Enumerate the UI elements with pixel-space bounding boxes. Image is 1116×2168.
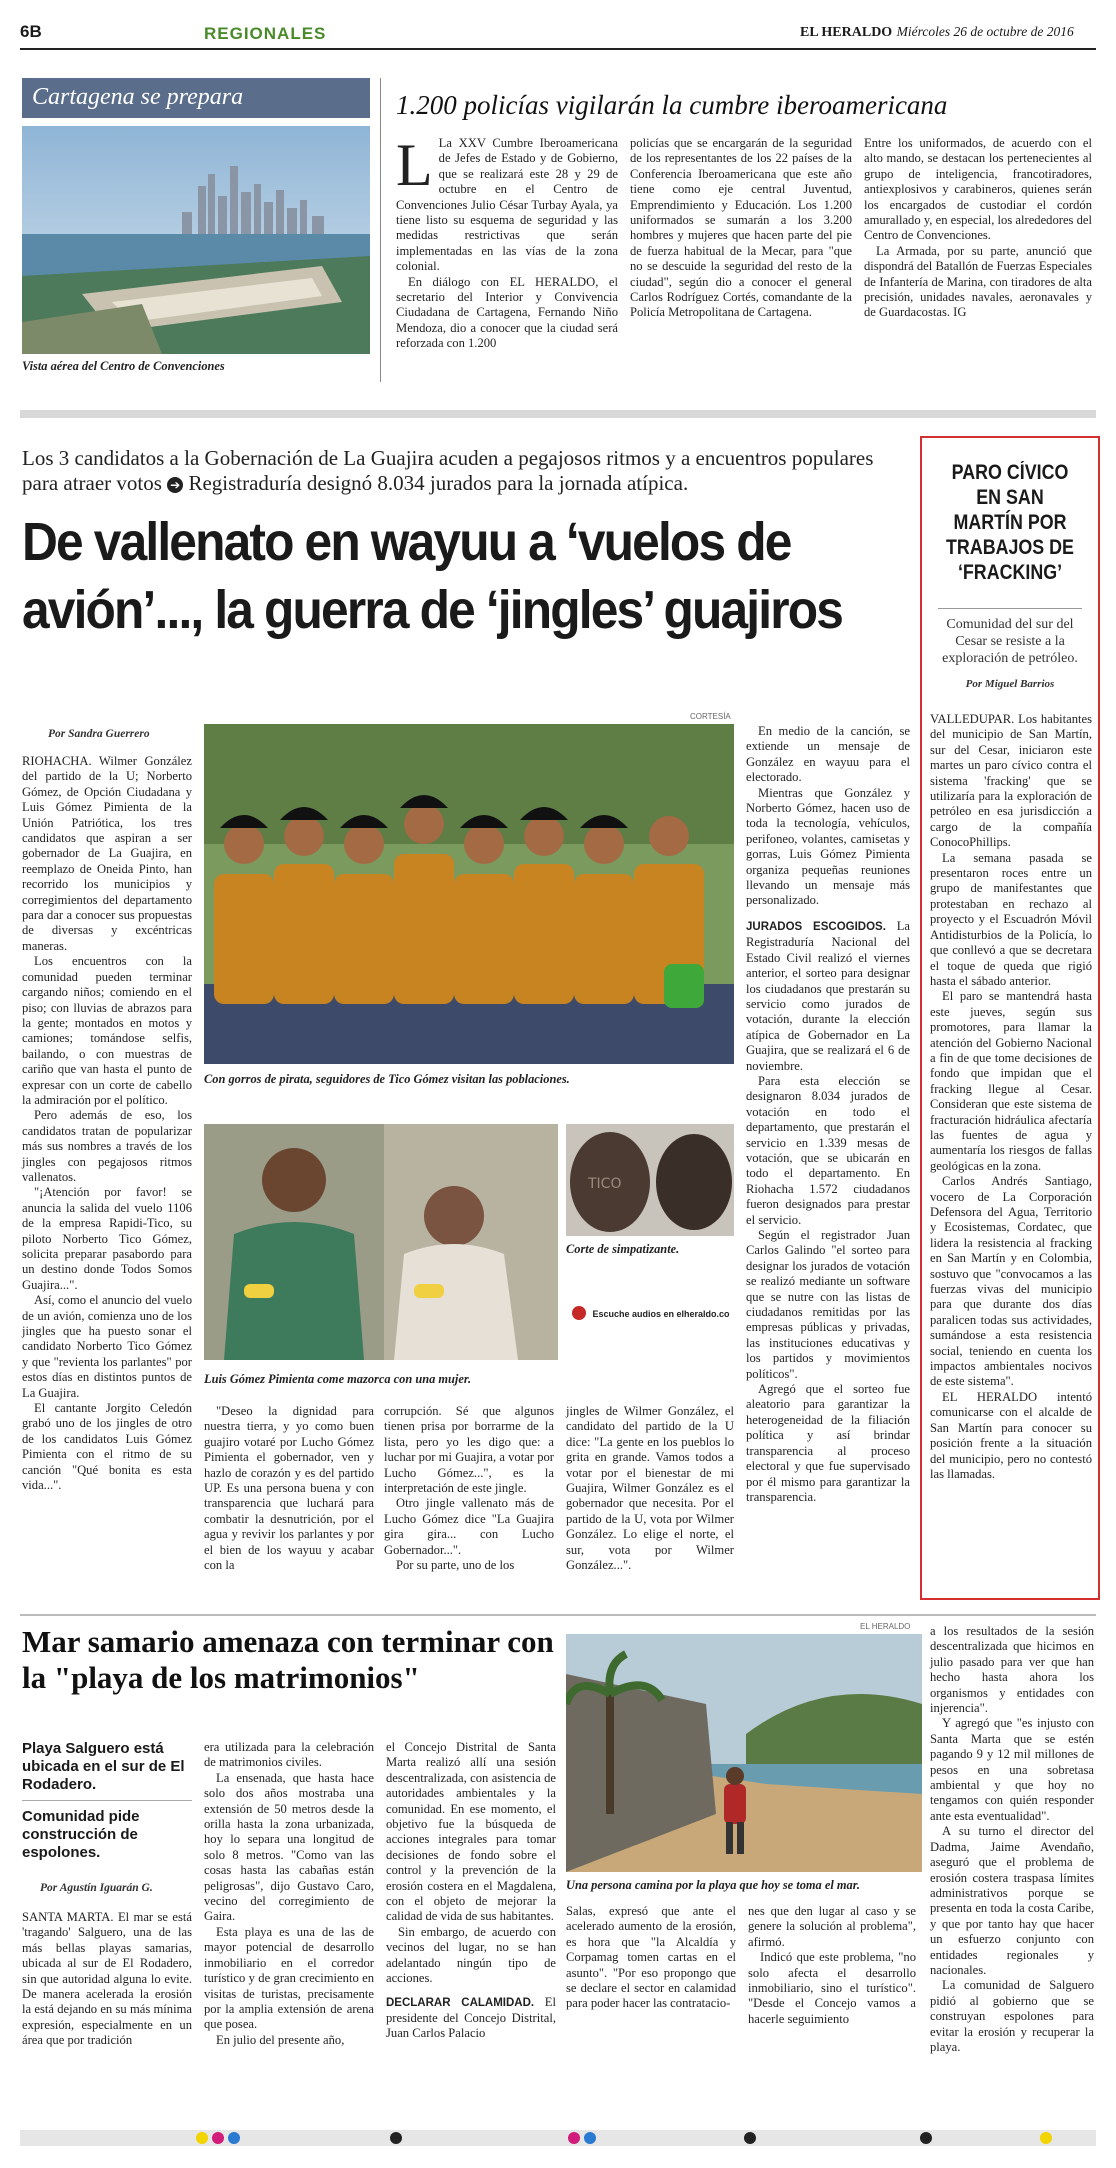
- photo-credit: CORTESÍA: [690, 712, 731, 721]
- subhead: DECLARAR CALAMIDAD.: [386, 1996, 535, 2009]
- arrow-icon: ➔: [167, 477, 183, 493]
- paragraph: Indicó que este problema, "no solo afecta el desarrollo inmobiliario, sino el turístico". "Desde el Concejo vamos a hacerle seguimiento: [748, 1950, 916, 2026]
- sidebar-byline: Por Miguel Barrios: [965, 678, 1055, 690]
- paragraph: nes que den lugar al caso y se genere la solución al problema", afirmó.: [748, 1904, 916, 1949]
- issue-date: Miércoles 26 de octubre de 2016: [896, 24, 1074, 39]
- paragraph: RIOHACHA. Wilmer González del partido de la U; Norberto Gómez, de Opción Ciudadana y Luis Gómez Pimienta de la Unión Patriótica, los tres candidatos que aspiran a ser gobernador de La Guajira, en reemplazo de Oneida Pinto, han recorrido los municipios y corregimientos del departamento para dar a conocer sus propuestas de diversas y excéntricas maneras.: [22, 754, 192, 953]
- corn-photo: [204, 1124, 558, 1360]
- paragraph: EL HERALDO intentó comunicarse con el alcalde de San Martín para conocer su posición frente a la situación del municipio, pero no contestó las llamadas.: [930, 1389, 1092, 1481]
- photo-caption-1: Con gorros de pirata, seguidores de Tico Gómez visitan las poblaciones.: [204, 1072, 570, 1086]
- paragraph: Por su parte, uno de los: [396, 1558, 515, 1573]
- photo-caption-3: Corte de simpatizante.: [566, 1242, 680, 1256]
- bottom-col-5: [748, 1904, 916, 2027]
- supporters-image: [204, 724, 734, 1064]
- convention-center-photo: [22, 126, 370, 354]
- bottom-dek-1: Playa Salguero está ubicada en el sur de El Rodadero.: [22, 1740, 185, 1793]
- sidebar-title: PARO CÍVICO EN SAN MARTÍN POR TRABAJOS DE ‘FRACKING’: [946, 461, 1074, 584]
- print-color-bar: [20, 2130, 1096, 2146]
- audio-link-text: Escuche audios en elheraldo.co: [592, 1309, 730, 1319]
- bottom-col-6: [930, 1624, 1094, 2055]
- bottom-section-rule: [20, 1614, 1096, 1616]
- section-rule: [20, 410, 1096, 418]
- sidebar-box: [920, 436, 1100, 1600]
- photo-caption-2: Luis Gómez Pimienta come mazorca con una mujer.: [204, 1372, 472, 1386]
- sidebar-rule: [938, 608, 1082, 609]
- paragraph: La ensenada, que hasta hace solo dos años mostraba una extensión de 50 metros desde la orilla hasta la zona urbanizada, hoy lo separa una longitud de solo 8 metros. "Como van las cosas hasta las cabañas están peligrosas", dijo Gustavo Caro, vecino del corregimiento de Gaira.: [204, 1770, 374, 1924]
- paragraph: era utilizada para la celebración de matrimonios civiles.: [204, 1740, 374, 1770]
- registration-dot: [228, 2132, 240, 2144]
- top-kicker-text: Cartagena se prepara: [32, 84, 244, 110]
- paragraph: Salas, expresó que ante el acelerado aumento de la erosión, es hora que "la Alcaldía y Corpamag tomen cartas en el asunto". "Por eso propongo que se declare el sector en calamidad para poder hacer las contratacio-: [566, 1904, 736, 2011]
- bottom-byline: Por Agustín Iguarán G.: [40, 1882, 153, 1894]
- top-col-2: [630, 136, 852, 321]
- bottom-photo-caption: Una persona camina por la playa que hoy se toma el mar.: [566, 1878, 860, 1892]
- bottom-photo-credit: EL HERALDO: [860, 1622, 911, 1631]
- top-col-1: [396, 132, 618, 352]
- bottom-col-2: [204, 1740, 374, 2048]
- main-col-3: [384, 1404, 554, 1573]
- top-photo-caption: Vista aérea del Centro de Convenciones: [22, 359, 225, 373]
- registration-dot: [920, 2132, 932, 2144]
- paragraph: a los resultados de la sesión descentralizada que hicimos en julio pasado para ver que han hecho hasta ahora los organismos y entidades con injerencia".: [930, 1624, 1094, 1716]
- main-col-2: [204, 1404, 374, 1573]
- page-number: 6B: [20, 22, 42, 41]
- paragraph: El cantante Jorgito Celedón grabó uno de los jingles de otro de los candidatos Luis Gómez Pimienta con el ritmo de su canción "Qué bonita es esta vida...".: [22, 1401, 192, 1493]
- paragraph: VALLEDUPAR. Los habitantes del municipio de San Martín, sur del Cesar, iniciaron este martes un paro cívico contra el sistema 'fracking' que se utilizaría para la exploración de petróleo en esa jurisdicción a cargo de la compañía ConocoPhillips.: [930, 712, 1092, 850]
- paragraph: Carlos Andrés Santiago, vocero de La Corporación Defensora del Agua, Territorio y Ecosistemas, Cordatec, que lidera la resistencia al fracking en San Martín y en Colombia, sostuvo que "convocamos a las fuerzas vivas del municipio para que durante dos días paralicen todas sus actividades, sumándose a esta resistencia social, teniendo en cuenta los impactos ambientales nocivos de este sistema".: [930, 1174, 1092, 1389]
- sidebar-dek: Comunidad del sur del Cesar se resiste a la exploración de petróleo.: [942, 617, 1078, 666]
- paragraph: La comunidad de Salguero pidió al gobierno que se construyan espolones para evitar la erosión y recuperar la playa.: [930, 1978, 1094, 2054]
- man-eating-corn-image: [204, 1124, 558, 1360]
- dropcap: L: [396, 132, 433, 198]
- paragraph: "¡Atención por favor! se anuncia la salida del vuelo 1106 de la empresa Rapidi-Tico, su piloto Norberto Tico Gómez, solicita preparar pasabordo para un destino donde Todos Somos Guajira...".: [22, 1185, 192, 1292]
- bottom-col-4: [566, 1904, 736, 2012]
- beach-photo: [566, 1634, 922, 1872]
- paragraph: La Registraduría Nacional del Estado Civil realizó el viernes anterior, el sorteo para designar los ciudadanos que prestarán su servicio como jurados de votación, durante la elección atípica de Gobernador en La Guajira, que se realizará el 6 de noviembre.: [746, 918, 910, 1073]
- registration-dot: [568, 2132, 580, 2144]
- paragraph: SANTA MARTA. El mar se está 'tragando' Salguero, una de las más bellas playas samarias, ubicada al sur de El Rodadero, sin que autoridad alguna lo evite. De manera acelerada la erosión la está dejando en su más mínima expresión, especialmente en un área que por tradición: [22, 1910, 192, 2048]
- paragraph: corrupción. Sé que algunos tienen prisa por borrarme de la lista, pero yo les digo que: a luchar por mi Guajira, a votar por Lucho Gómez...", es la interpretación de este jingle.: [384, 1404, 554, 1496]
- paragraph: Agregó que el sorteo fue aleatorio para garantizar la heterogeneidad de la filiación política y así brindar transparencia al proceso electoral y que fue supervisado por él mismo para garantizar la transparencia.: [746, 1382, 910, 1504]
- subhead-paragraph: [746, 919, 910, 1074]
- bottom-col-3: [386, 1740, 556, 2042]
- paragraph: el Concejo Distrital de Santa Marta realizó allí una sesión descentralizada, con asistencia de autoridades ambientales y la comunidad. En ese momento, el objetivo fue la búsqueda de acciones integrales para tomar decisiones de fondo sobre el control y la prevención de la erosión costera en el Magdalena, con el objeto de mejorar la calidad de vida de sus habitantes.: [386, 1740, 556, 1924]
- paragraph: La Armada, por su parte, anunció que dispondrá del Batallón de Fuerzas Especiales de Infantería de Marina, con tiradores de alta precisión, unidades navales, aeronavales y de Guardacostas. IG: [864, 243, 1092, 320]
- main-col-1: [22, 754, 192, 1494]
- top-headline: 1.200 policías vigilarán la cumbre iberoamericana: [396, 90, 948, 120]
- subhead: JURADOS ESCOGIDOS.: [746, 920, 886, 933]
- registration-dot: [390, 2132, 402, 2144]
- paragraph: En diálogo con EL HERALDO, el secretario del Interior y Convivencia Ciudadana de Cartagena, Fernando Niño Mendoza, dio a conocer que la ciudad será reforzada con 1.200: [396, 274, 618, 351]
- registration-dot: [1040, 2132, 1052, 2144]
- haircut-image: [566, 1124, 734, 1236]
- brand-name: EL HERALDO: [800, 25, 893, 40]
- main-byline: Por Sandra Guerrero: [48, 728, 150, 740]
- paragraph: Mientras que González y Norberto Gómez, hacen uso de toda la tecnología, vehículos, perifoneo, volantes, camisetas y gorras, Luis Gómez Pimienta organiza pequeñas reuniones llevando un mensaje más personalizado.: [746, 785, 910, 908]
- top-divider: [380, 78, 381, 382]
- aerial-city-image: [22, 126, 370, 354]
- header-brand: [800, 24, 1074, 41]
- paragraph: policías que se encargarán de la seguridad de los representantes de los 22 países de la Conferencia Iberoamericana que este año tiene como eje central Juventud, Emprendimiento y Educación. Los 1.200 uniformados se sumarán a los 3.200 hombres y mujeres que hacen parte del pie de fuerza habitual de la Mecar, para "que no se descuide la seguridad del resto de la ciudad", según dio a conocer el general Carlos Rodríguez Cortés, comandante de la Policía Metropolitana de Cartagena.: [630, 136, 852, 320]
- section-label: REGIONALES: [204, 24, 327, 43]
- pirate-hats-photo: [204, 724, 734, 1064]
- registration-dot: [584, 2132, 596, 2144]
- paragraph: jingles de Wilmer González, el candidato del partido de la U dice: "La gente en los pueblos lo grita en grande. Vamos todos a votar por el bienestar de mi Guajira, Wilmer González es el gobernador que necesita. Por el partido de la U, vota por Wilmer González. Lo elige el norte, el sur, vota por Wilmer González...".: [566, 1404, 734, 1573]
- paragraph: Sin embargo, de acuerdo con vecinos del lugar, no se han adelantado ningún tipo de acciones.: [386, 1924, 556, 1986]
- main-headline-line-2: avión’..., la guerra de ‘jingles’ guajiros: [22, 580, 842, 640]
- paragraph: El presidente del Concejo Distrital, Juan Carlos Palacio: [386, 1994, 556, 2041]
- paragraph: Según el registrador Juan Carlos Galindo "el sorteo para designar los jurados de votación se realizó mediante un software que se nutre con las listas de ciudadanos remitidas por las empresas públicas y privadas, las instituciones educativas y los partidos y movimientos políticos".: [746, 1228, 910, 1381]
- bottom-col-1: [22, 1910, 192, 2049]
- paragraph: El paro se mantendrá hasta este jueves, según sus promotores, para llamar la atención del Gobierno Nacional a fin de que tome decisiones de fondo que impidan que el fracking llegue al Cesar. Consideran que este sistema de fracturación hidráulica afectaría las fuentes de agua y aumentaría los riesgos de fallas geológicas en la zona.: [930, 989, 1092, 1173]
- paragraph: La semana pasada se presentaron roces entre un grupo de manifestantes que protestaban en rechazo al proyecto y el Escuadrón Móvil Antidisturbios de la Policía, lo que conllevó a que se decretara el toque de queda que rigió hasta el sábado anterior.: [930, 850, 1092, 988]
- svg-text:TICO: TICO: [588, 1176, 622, 1192]
- paragraph: La XXV Cumbre Iberoamericana de Jefes de Estado y de Gobierno, que se realizará este 28 y 29 de octubre en el Centro de Convenciones Julio César Turbay Ayala, ya tiene listo su esquema de seguridad y las medidas restrictivas que serán implementadas en las vías de la zona colonial.: [396, 136, 618, 274]
- paragraph: Para esta elección se designaron 8.034 jurados de votación en todo el departamento, que prestarán el servicio en 1.339 mesas de votación, que se ubicarán en todo el departamento. En Riohacha 1.572 ciudadanos fueron designados para prestar el servicio.: [746, 1073, 910, 1227]
- paragraph: A su turno el director del Dadma, Jaime Avendaño, aseguró que el problema de erosión costera traspasa límites administrativos porque se presenta en toda la costa Caribe, y que por tanto hay que hacer un esfuerzo conjunto con entidades regionales y nacionales.: [930, 1824, 1094, 1977]
- top-col-3: [864, 136, 1092, 321]
- main-col-4: [566, 1404, 734, 1573]
- registration-dot: [744, 2132, 756, 2144]
- paragraph: Esta playa es una de las de mayor potencial de desarrollo inmobiliario en el corredor turístico y de gran crecimiento en visitas de turistas, precisamente por la amplia extensión de arena que posea.: [204, 1924, 374, 2032]
- paragraph: "Deseo la dignidad para nuestra tierra, y yo como buen guajiro votaré por Lucho Gómez Pimienta el gobernador, ven y hazlo de corazón y es del partido UP. Es una persona buena y con transparencia que luchará para combatir la desnutrición, por el agua y revivir los parlantes y por el bien de los wayuu y acabar con la: [204, 1404, 374, 1573]
- paragraph: Entre los uniformados, de acuerdo con el alto mando, se destacan los pertenecientes al grupo de inteligencia, francotiradores, antiexplosivos y carabineros, quienes serán los encargados de custodiar el cordón amurallado y, en especial, los alrededores del Centro de Convenciones.: [864, 136, 1092, 243]
- bottom-headline: Mar samario amenaza con terminar con la "playa de los matrimonios": [22, 1624, 554, 1695]
- beach-image: [566, 1634, 922, 1872]
- registration-dot: [212, 2132, 224, 2144]
- paragraph: Y agregó que "es injusto con Santa Marta que se estén pagando 9 y 12 mil millones de pesos en una sobretasa ambiental y que hoy no tengamos con quién responder ante esta eventualidad".: [930, 1716, 1094, 1823]
- audio-icon: [572, 1306, 586, 1320]
- paragraph: En julio del presente año,: [216, 2032, 345, 2047]
- main-deck: [22, 446, 902, 496]
- audio-link[interactable]: [572, 1306, 730, 1320]
- main-headline-line-1: De vallenato en wayuu a ‘vuelos de: [22, 512, 791, 572]
- subhead-paragraph: [386, 1995, 556, 2042]
- haircut-photo: [566, 1124, 734, 1236]
- top-kicker: [22, 78, 370, 118]
- paragraph: Pero además de eso, los candidatos tratan de popularizar más sus nombres a través de los jingles con pegajosos ritmos vallenatos.: [22, 1108, 192, 1184]
- paragraph: Así, como el anuncio del vuelo de un avión, comienza uno de los jingles que ha puesto sonar el candidato Norberto Tico Gómez y que "revienta los parlantes" por estos días en distintos puntos de La Guajira.: [22, 1293, 192, 1400]
- paragraph: Los encuentros con la comunidad pueden terminar cargando niños; comiendo en el piso; con lluvias de abrazos para la gente; montados en motos y camiones; tomándose selfis, bailando, o con muestras de cariño que van hasta el punto de expresar con un corte de cabello la admiración por el político.: [22, 954, 192, 1107]
- registration-dot: [196, 2132, 208, 2144]
- main-col-5: [746, 724, 910, 1505]
- deck-text-2: Registraduría designó 8.034 jurados para la jornada atípica.: [188, 471, 689, 495]
- paragraph: Otro jingle vallenato más de Lucho Gómez dice "La Guajira gira gira... con Lucho Gobernador...".: [384, 1496, 554, 1557]
- dek-rule: [22, 1800, 192, 1801]
- sidebar-body: [930, 712, 1092, 1482]
- header-rule: [20, 48, 1096, 50]
- paragraph: En medio de la canción, se extiende un mensaje de González en wayuu para el electorado.: [746, 724, 910, 785]
- bottom-dek-2: Comunidad pide construcción de espolones.: [22, 1808, 140, 1861]
- deck-text: Los 3 candidatos a la Gobernación de La Guajira acuden a pegajosos ritmos y a encuentros populares para atraer votos: [22, 446, 874, 495]
